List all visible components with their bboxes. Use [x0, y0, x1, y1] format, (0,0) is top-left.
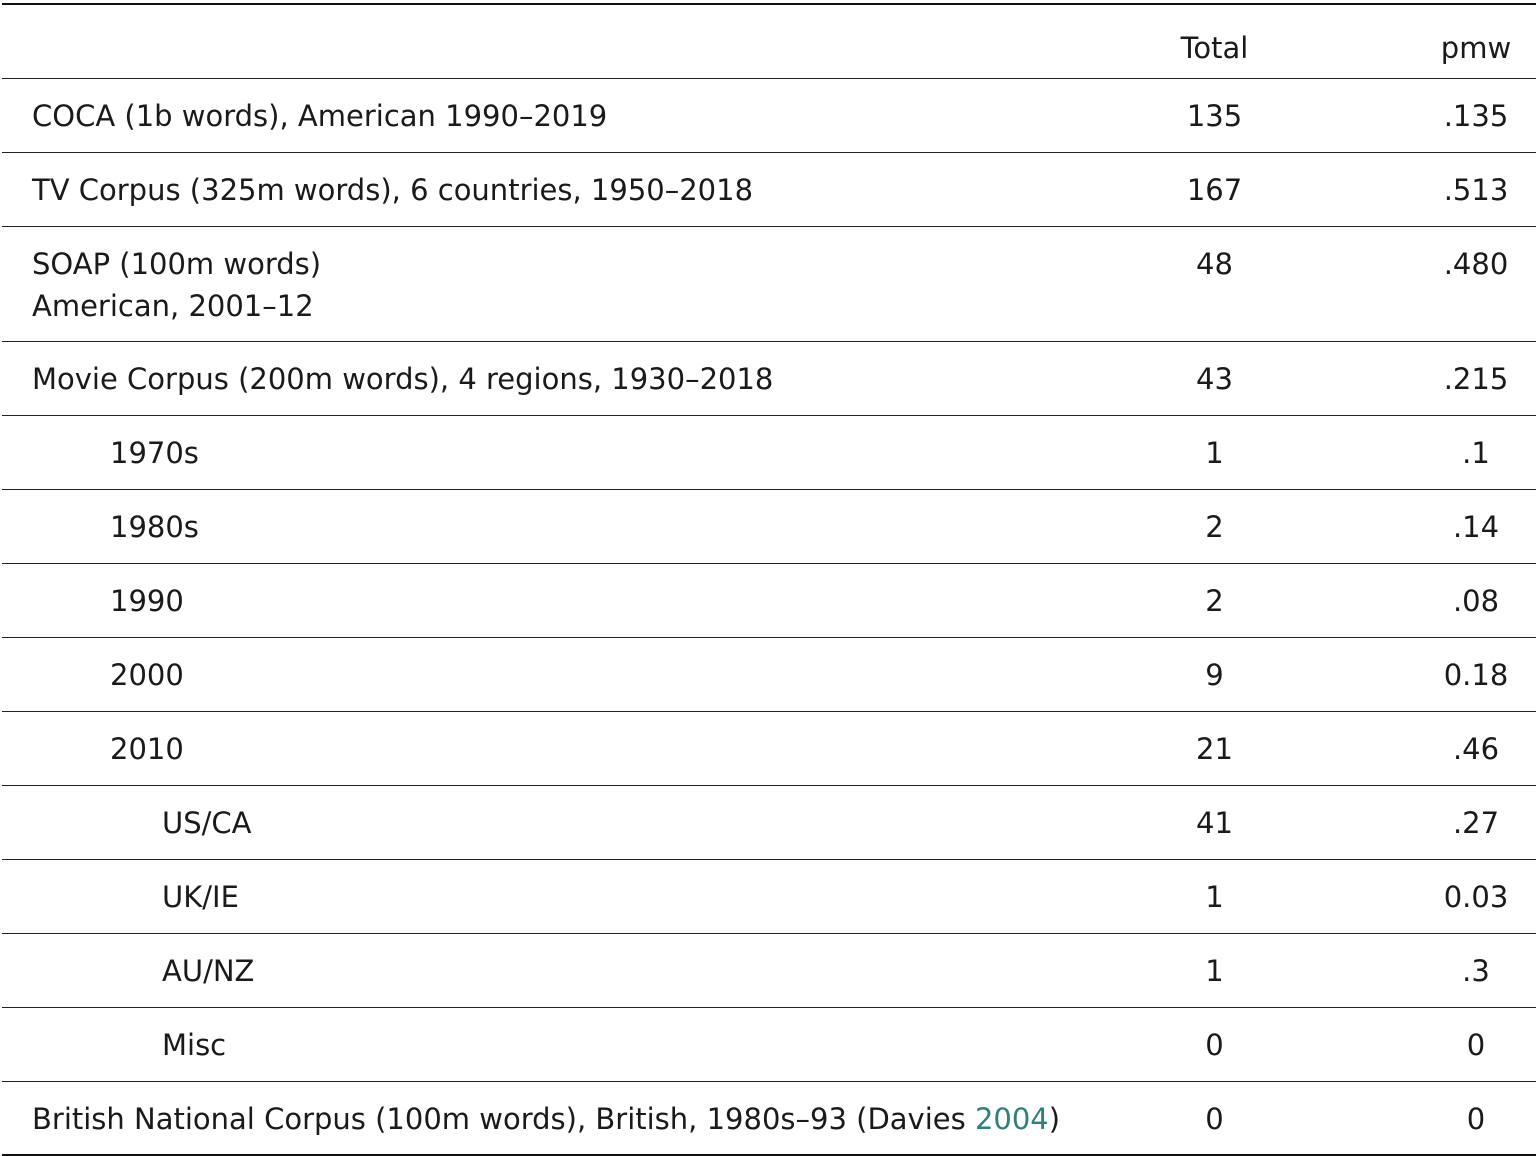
row-label: 2000 — [110, 658, 184, 692]
row-pmw: 0 — [1466, 1028, 1486, 1062]
row-pmw: 0 — [1466, 1102, 1486, 1136]
row-total: 1 — [1205, 436, 1224, 470]
row-pmw: .46 — [1452, 732, 1500, 766]
row-total: 48 — [1196, 247, 1233, 281]
row-total: 1 — [1205, 954, 1224, 988]
table-row — [2, 1082, 1536, 1156]
row-label-suffix: ) — [1048, 1102, 1061, 1136]
table-row — [2, 342, 1536, 416]
table-row — [2, 416, 1536, 490]
table-row — [2, 638, 1536, 712]
row-label: TV Corpus (325m words), 6 countries, 1950–2018 — [32, 173, 754, 207]
row-total: 0 — [1205, 1028, 1224, 1062]
row-label: US/CA — [162, 806, 252, 840]
row-total: 2 — [1205, 584, 1224, 618]
row-total: 41 — [1196, 806, 1233, 840]
row-label: Movie Corpus (200m words), 4 regions, 1930–2018 — [32, 362, 774, 396]
row-label-line-1: SOAP (100m words) — [32, 247, 322, 281]
row-total: 43 — [1196, 362, 1233, 396]
column-header-total: Total — [1180, 31, 1249, 65]
row-label-text: British National Corpus (100m words), British, 1980s–93 (Davies — [32, 1102, 975, 1136]
row-pmw: .480 — [1443, 247, 1509, 281]
table-row — [2, 786, 1536, 860]
row-total: 1 — [1205, 880, 1224, 914]
row-pmw: .08 — [1452, 584, 1500, 618]
column-header-pmw: pmw — [1440, 31, 1512, 65]
table-row — [2, 153, 1536, 227]
row-label — [32, 243, 321, 327]
table-row — [2, 712, 1536, 786]
row-pmw: .135 — [1443, 99, 1509, 133]
row-label: UK/IE — [162, 880, 239, 914]
row-pmw: .513 — [1443, 173, 1509, 207]
table-row — [2, 227, 1536, 342]
table-row — [2, 1008, 1536, 1082]
table-row — [2, 564, 1536, 638]
row-total: 2 — [1205, 510, 1224, 544]
row-pmw: .3 — [1462, 954, 1490, 988]
table-row — [2, 79, 1536, 153]
row-label: COCA (1b words), American 1990–2019 — [32, 99, 608, 133]
row-pmw: 0.18 — [1443, 658, 1509, 692]
row-label: 1990 — [110, 584, 184, 618]
row-label: Misc — [162, 1028, 227, 1062]
row-total: 135 — [1186, 99, 1243, 133]
row-label: 1980s — [110, 510, 199, 544]
row-label: AU/NZ — [162, 954, 255, 988]
row-total: 9 — [1205, 658, 1224, 692]
table-row — [2, 860, 1536, 934]
table-header-row — [2, 5, 1536, 79]
row-total: 167 — [1186, 173, 1243, 207]
table-row — [2, 934, 1536, 1008]
row-label: 2010 — [110, 732, 184, 766]
corpus-frequency-table — [2, 3, 1536, 1156]
row-label — [32, 1098, 1060, 1140]
row-pmw: .215 — [1443, 362, 1509, 396]
row-pmw: 0.03 — [1443, 880, 1509, 914]
row-total: 0 — [1205, 1102, 1224, 1136]
row-label-line-2: American, 2001–12 — [32, 289, 314, 323]
table-row — [2, 490, 1536, 564]
row-pmw: .14 — [1452, 510, 1500, 544]
row-total: 21 — [1196, 732, 1233, 766]
citation-link[interactable]: 2004 — [974, 1102, 1049, 1136]
row-pmw: .27 — [1452, 806, 1500, 840]
row-pmw: .1 — [1462, 436, 1490, 470]
row-label: 1970s — [110, 436, 199, 470]
